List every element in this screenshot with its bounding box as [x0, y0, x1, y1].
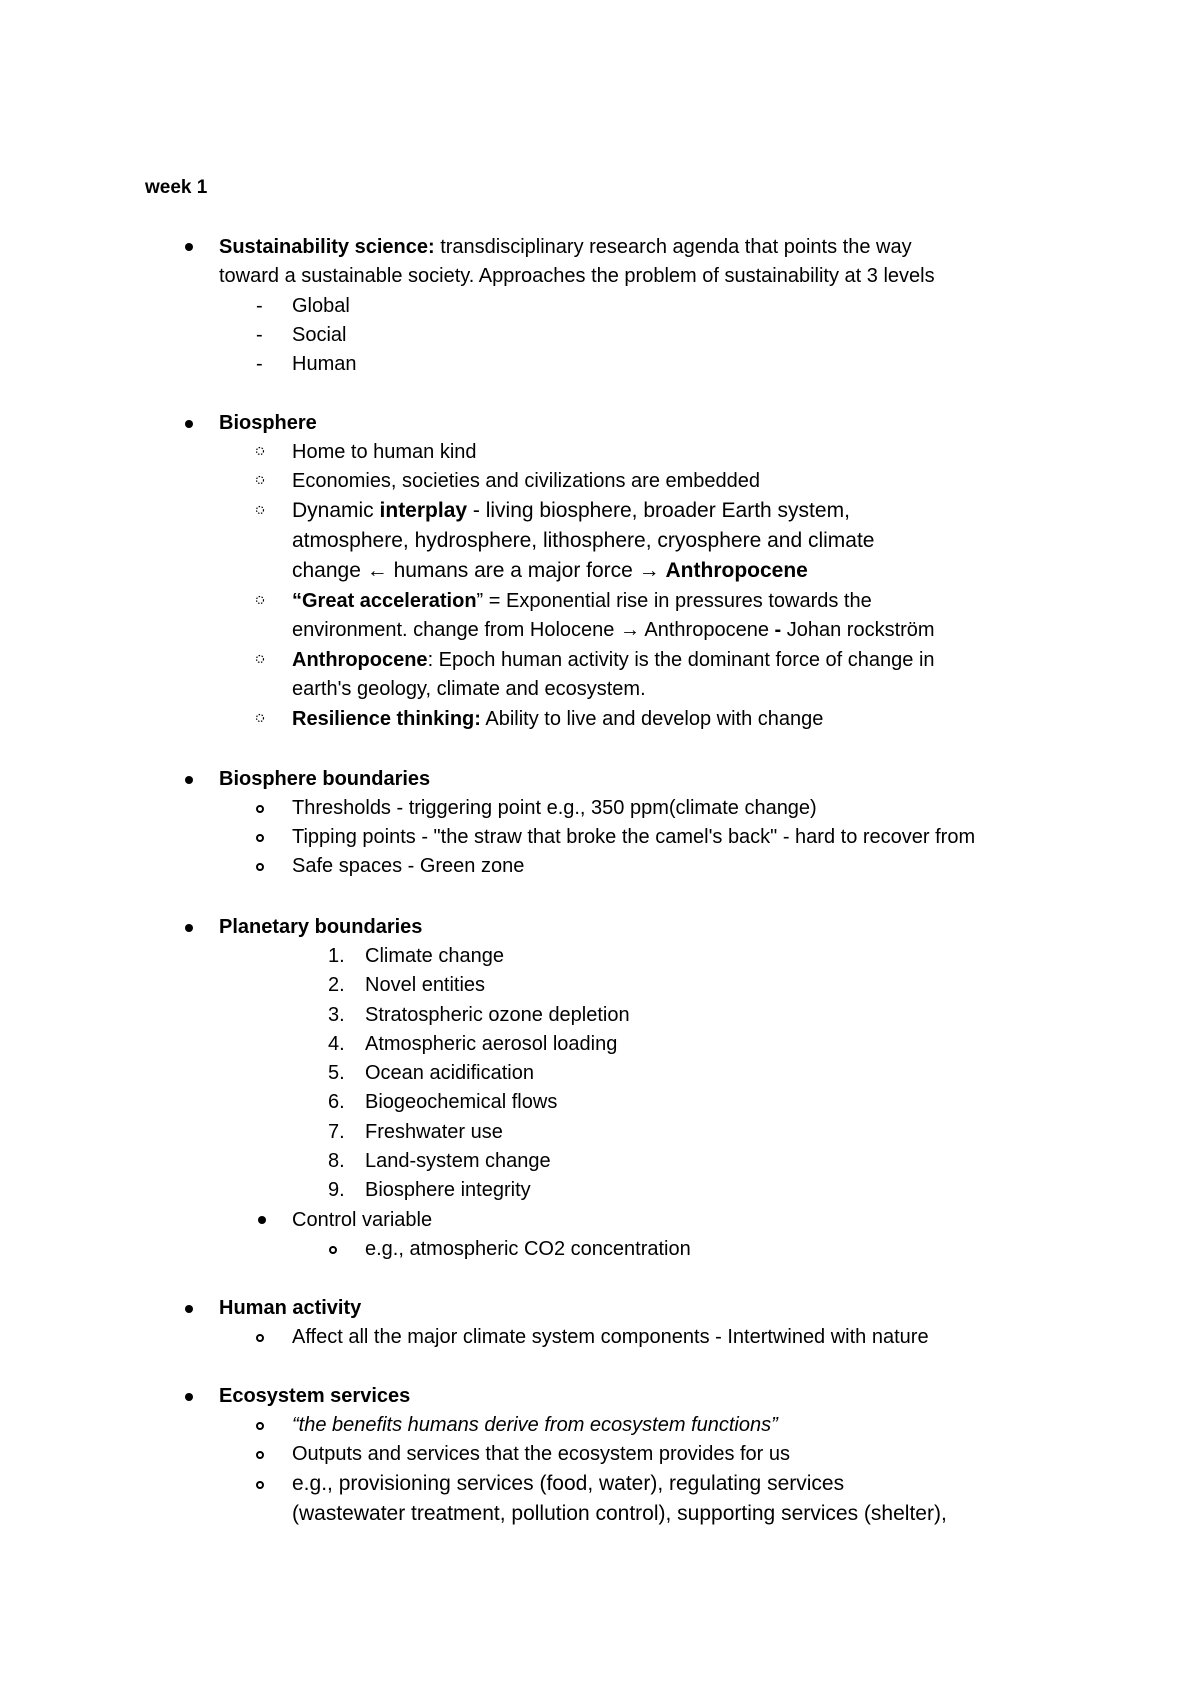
bullet-icon — [185, 776, 193, 784]
dotted-circle-icon — [255, 713, 265, 723]
ecosystem-quote: “the benefits humans derive from ecosystem functions” — [292, 1414, 778, 1436]
bullet-icon — [185, 1305, 193, 1313]
bullet-icon — [185, 1393, 193, 1401]
list-number: 3. — [328, 1004, 345, 1026]
hollow-circle-icon — [256, 1451, 264, 1459]
dash-icon: - — [256, 295, 263, 317]
dotted-circle-icon — [255, 446, 265, 456]
interplay-line-1 — [292, 499, 850, 523]
hollow-circle-icon — [256, 863, 264, 871]
biosphere-heading: Biosphere — [219, 412, 317, 434]
planetary-boundary-item: Biosphere integrity — [365, 1179, 531, 1201]
great-acceleration-text: environment. change from Holocene → Anthropocene — [292, 619, 775, 641]
planetary-boundary-item: Land-system change — [365, 1150, 551, 1172]
dash-icon: - — [256, 324, 263, 346]
great-acceleration-term: “Great acceleration — [292, 590, 477, 612]
page-title: week 1 — [145, 177, 208, 198]
anthropocene-text: : Epoch human activity is the dominant force of change in — [427, 649, 935, 671]
bullet-icon — [185, 924, 193, 932]
human-activity-item: Affect all the major climate system components - Intertwined with nature — [292, 1326, 929, 1348]
interplay-text: - living biosphere, broader Earth system, — [467, 499, 850, 522]
planetary-boundary-item: Biogeochemical flows — [365, 1091, 558, 1113]
ecosystem-examples-line-2: (wastewater treatment, pollution control), supporting services (shelter), — [292, 1502, 947, 1525]
human-activity-heading: Human activity — [219, 1297, 362, 1319]
author-name: Johan rockström — [786, 619, 935, 641]
bullet-icon — [258, 1216, 266, 1224]
biosphere-item: Economies, societies and civilizations are embedded — [292, 470, 761, 492]
list-number: 9. — [328, 1179, 345, 1201]
sustainability-science-term: Sustainability science: — [219, 236, 435, 258]
dash-icon: - — [256, 353, 263, 375]
boundary-item: Safe spaces - Green zone — [292, 855, 525, 877]
hollow-circle-icon — [256, 1334, 264, 1342]
list-number: 2. — [328, 974, 345, 996]
great-acceleration-line-2 — [292, 618, 935, 642]
level-item: Global — [292, 295, 350, 317]
list-number: 6. — [328, 1091, 345, 1113]
hollow-circle-icon — [256, 834, 264, 842]
ecosystem-services-heading: Ecosystem services — [219, 1385, 411, 1407]
hollow-circle-icon — [256, 805, 264, 813]
anthropocene-term: Anthropocene — [292, 649, 428, 671]
list-number: 8. — [328, 1150, 345, 1172]
ecosystem-examples-line-1: e.g., provisioning services (food, water), regulating services — [292, 1472, 845, 1495]
great-acceleration-text: ” = Exponential rise in pressures towards the — [476, 590, 872, 612]
biosphere-item: Home to human kind — [292, 441, 477, 463]
list-number: 1. — [328, 945, 345, 967]
list-number: 4. — [328, 1033, 345, 1055]
list-number: 7. — [328, 1121, 345, 1143]
hollow-circle-icon — [329, 1246, 337, 1254]
interplay-term: interplay — [379, 499, 468, 522]
interplay-line-2: atmosphere, hydrosphere, lithosphere, cryosphere and climate — [292, 529, 875, 552]
interplay-line-3 — [292, 559, 808, 583]
dotted-circle-icon — [255, 595, 265, 605]
dash-separator: - — [774, 619, 787, 641]
resilience-term: Resilience thinking: — [292, 708, 481, 730]
boundary-item: Thresholds - triggering point e.g., 350 ppm(climate change) — [292, 797, 817, 819]
planetary-boundary-item: Ocean acidification — [365, 1062, 534, 1084]
ecosystem-item: Outputs and services that the ecosystem provides for us — [292, 1443, 791, 1465]
resilience-line — [292, 707, 823, 731]
sustainability-science-line — [219, 235, 912, 259]
control-variable: Control variable — [292, 1209, 433, 1231]
planetary-boundary-item: Atmospheric aerosol loading — [365, 1033, 618, 1055]
hollow-circle-icon — [256, 1422, 264, 1430]
bullet-icon — [185, 243, 193, 251]
hollow-circle-icon — [256, 1481, 264, 1489]
anthropocene-term: Anthropocene — [665, 559, 808, 582]
dotted-circle-icon — [255, 654, 265, 664]
level-item: Social — [292, 324, 347, 346]
anthropocene-line-2: earth's geology, climate and ecosystem. — [292, 678, 646, 700]
resilience-text: Ability to live and develop with change — [480, 708, 824, 730]
control-variable-example: e.g., atmospheric CO2 concentration — [365, 1238, 691, 1260]
planetary-boundary-item: Climate change — [365, 945, 504, 967]
biosphere-boundaries-heading: Biosphere boundaries — [219, 768, 431, 790]
planetary-boundaries-heading: Planetary boundaries — [219, 916, 423, 938]
planetary-boundary-item: Novel entities — [365, 974, 486, 996]
level-item: Human — [292, 353, 357, 375]
planetary-boundary-item: Freshwater use — [365, 1121, 503, 1143]
dotted-circle-icon — [255, 505, 265, 515]
sustainability-science-line-2: toward a sustainable society. Approaches the problem of sustainability at 3 levels — [219, 265, 935, 287]
interplay-text: change ← humans are a major force → — [292, 559, 666, 582]
dotted-circle-icon — [255, 475, 265, 485]
interplay-text: Dynamic — [292, 499, 380, 522]
boundary-item: Tipping points - "the straw that broke the camel's back" - hard to recover from — [292, 826, 976, 848]
great-acceleration-line-1 — [292, 589, 872, 613]
anthropocene-line-1 — [292, 648, 935, 672]
sustainability-science-definition: transdisciplinary research agenda that points the way — [434, 236, 912, 258]
bullet-icon — [185, 420, 193, 428]
list-number: 5. — [328, 1062, 345, 1084]
planetary-boundary-item: Stratospheric ozone depletion — [365, 1004, 630, 1026]
